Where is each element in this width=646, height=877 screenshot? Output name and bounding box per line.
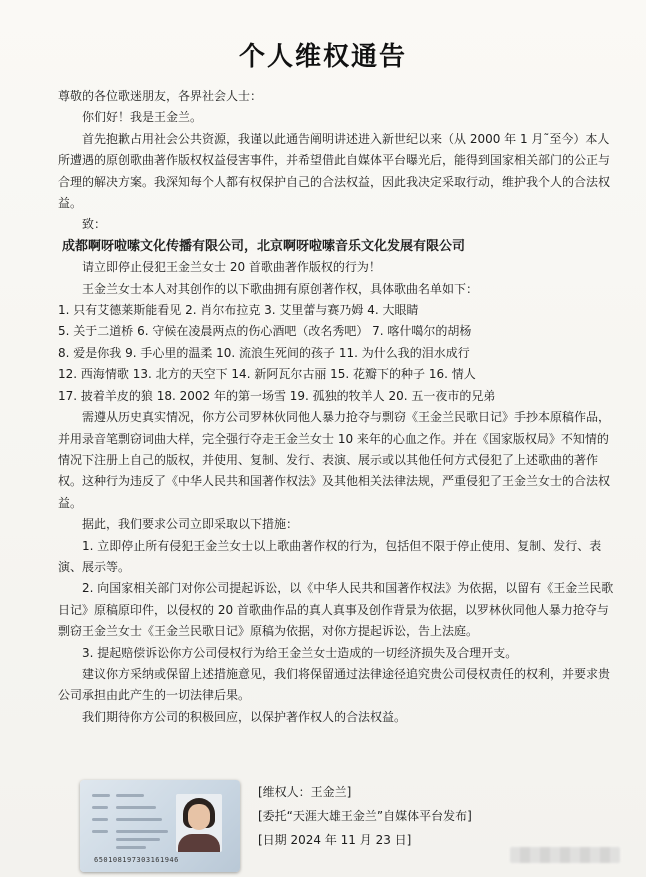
signature-block [258, 780, 472, 852]
rights-holder: [维权人：王金兰] [258, 785, 352, 799]
addressee: 成都啊呀啦嗦文化传播有限公司，北京啊呀啦嗦音乐文化发展有限公司 [62, 238, 466, 254]
id-card-number: 650108197303161946 [94, 856, 179, 864]
id-card-text-line [92, 794, 110, 797]
id-card-text-line [92, 818, 108, 821]
measures-intro: 据此，我们要求公司立即采取以下措施： [82, 517, 299, 532]
song-list-line: 17. 披着羊皮的狼 18. 2002 年的第一场雪 19. 孤独的牧羊人 20. 五一夜市的兄弟 [58, 388, 496, 403]
blurred-watermark [510, 847, 620, 863]
id-card-text-line [116, 818, 162, 821]
id-card-text-line [116, 846, 146, 849]
measure-item: 2. 向国家相关部门对你公司提起诉讼，以《中华人民共和国著作权法》为依据，以留有《王金兰民歌日记》原稿原印件，以侵权的 20 首歌曲作品的真人真事及创作背景为依据，以罗林伙同他人暴力抢夺与剽窃王金兰女士《王金兰民歌日记》原稿为依据，对你方提起诉讼，告上法庭。 [58, 581, 614, 639]
salutation: 尊敬的各位歌迷朋友，各界社会人士： [58, 89, 263, 103]
closing-paragraph: 我们期待你方公司的积极回应，以保护著作权人的合法权益。 [82, 709, 407, 724]
facts-paragraph: 需遵从历史真实情况，你方公司罗林伙同他人暴力抢夺与剽窃《王金兰民歌日记》手抄本原稿作品，并用录音笔剽窃词曲大样，完全强行夺走王金兰女士 10 来年的心血之作。并在《国家版权局》不知情的情况下注册上自己的版权，并使用、复制、发行、表演、展示或以其他任何方式侵犯了上述歌曲的著作权。这种行为违反了《中华人民共和国著作权法》及其他相关法律法规，严重侵犯了王金兰女士的合法权益。 [58, 410, 611, 510]
portrait-photo [176, 794, 222, 852]
id-card-text-line [92, 830, 108, 833]
id-card-text-line [116, 806, 156, 809]
suggestion-paragraph: 建议你方采纳或保留上述措施意见，我们将保留通过法律途径追究贵公司侵权责任的权利，并要求贵公司承担由此产生的一切法律后果。 [58, 666, 611, 703]
id-card-text-line [116, 830, 168, 833]
songs-intro: 王金兰女士本人对其创作的以下歌曲拥有原创著作权，具体歌曲名单如下： [82, 281, 479, 296]
id-card-text-line [116, 794, 144, 797]
measure-item: 1. 立即停止所有侵犯王金兰女士以上歌曲著作权的行为，包括但不限于停止使用、复制、发行、表演、展示等。 [58, 538, 602, 574]
song-list-line: 5. 关于二道桥 6. 守候在凌晨两点的伤心酒吧（改名秀吧） 7. 喀什噶尔的胡杨 [58, 324, 472, 339]
portrait-face [188, 804, 210, 830]
page-title: 个人维权通告 [238, 42, 407, 72]
notice-body [58, 86, 620, 728]
to-label: 致： [82, 217, 107, 232]
greeting: 你们好！我是王金兰。 [82, 110, 203, 125]
intro-paragraph: 首先抱歉占用社会公共资源，我谨以此通告阐明讲述进入新世纪以来（从 2000 年 1 月˜至今）本人所遭遇的原创歌曲著作版权权益侵害事件，并希望借此自媒体平台曝光后，能得到国家相关部门的公正与合理的解决方案。我深知每个人都有权保护自己的合法权益，因此我决定采取行动，维护我个人的合法权益。 [58, 131, 611, 211]
song-list-line: 8. 爱是你我 9. 手心里的温柔 10. 流浪生死间的孩子 11. 为什么我的泪水成行 [58, 345, 470, 360]
measure-item: 3. 提起赔偿诉讼你方公司侵权行为给王金兰女士造成的一切经济损失及合理开支。 [82, 645, 518, 660]
portrait-shirt [178, 834, 220, 852]
id-card-photo [80, 780, 240, 872]
song-list-line: 12. 西海情歌 13. 北方的天空下 14. 新阿瓦尔古丽 15. 花瓣下的种子 16. 情人 [58, 367, 476, 382]
demand-line: 请立即停止侵犯王金兰女士 20 首歌曲著作版权的行为！ [82, 260, 381, 275]
id-card-text-line [92, 806, 108, 809]
date: [日期 2024 年 11 月 23 日] [258, 833, 412, 847]
publisher: [委托“天涯大雄王金兰”自媒体平台发布] [258, 809, 472, 823]
id-card-text-line [116, 838, 160, 841]
song-list-line: 1. 只有艾德莱斯能看见 2. 肖尔布拉克 3. 艾里蕾与赛乃姆 4. 大眼睛 [58, 303, 419, 318]
